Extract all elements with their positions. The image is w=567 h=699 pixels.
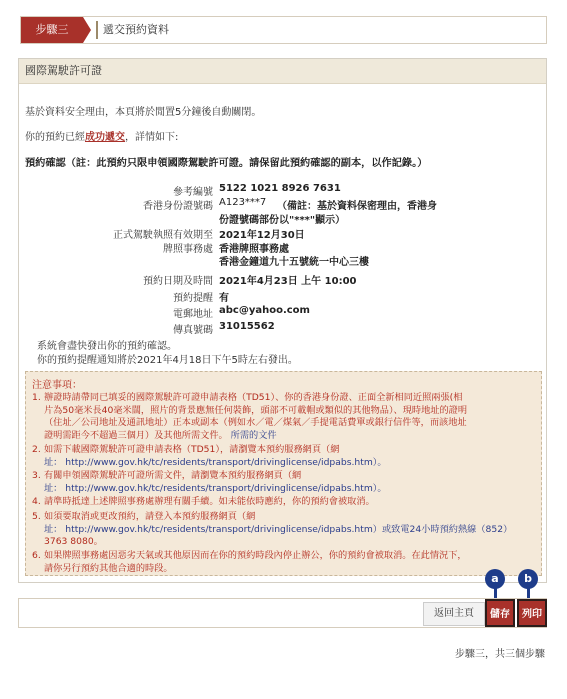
detail-label: 預約提醒	[173, 293, 213, 304]
confirmation-panel	[18, 58, 547, 583]
detail-value: 31015562	[219, 321, 275, 332]
detail-label: 預約日期及時間	[143, 276, 213, 287]
step-divider	[96, 21, 98, 39]
detail-label: 香港身份證號碼	[143, 201, 213, 212]
step-header	[20, 16, 547, 44]
note-item: 6. 如果牌照事務處因惡劣天氣或其他原因而在你的預約時段內停止辦公，你的預約會被取消。在此情況下， 請你另行預約其他合適的時段。	[32, 550, 467, 574]
note-item: 2. 如需下載國際駕駛許可證申請表格（TD51），請瀏覽本預約服務網頁（網 址： http://www.gov.hk/tc/residents/transport/drivinglicense/idpabs.htm）。	[32, 444, 532, 469]
detail-value: 香港牌照事務處	[219, 244, 289, 255]
submitted-link: 成功遞交	[85, 132, 125, 143]
detail-note: （備註：基於資料保密理由，香港身	[277, 201, 437, 212]
save-button[interactable]: 儲存	[485, 599, 515, 627]
step-progress: 步驟三，共三個步驟	[455, 649, 545, 660]
print-button[interactable]: 列印	[517, 599, 547, 627]
detail-value: 香港金鐘道九十五號統一中心三樓	[219, 257, 369, 268]
step-tag: 步驟三	[21, 17, 83, 43]
confirm-heading: 預約確認（註：此預約只限申領國際駕駛許可證。請保留此預約確認的副本，以作記錄。）	[25, 158, 428, 169]
panel-title: 國際駕駛許可證	[19, 59, 546, 84]
note-url-link[interactable]: 址： http://www.gov.hk/tc/residents/transport/drivinglicense/idpabs.htm）或致電24小時預約熱線（852）	[44, 523, 513, 535]
note-url-link[interactable]: 址： http://www.gov.hk/tc/residents/transport/drivinglicense/idpabs.htm）。	[44, 456, 387, 468]
note-item: 3. 有關申領國際駕駛許可證所需文件，請瀏覽本預約服務網頁（網 址： http://www.gov.hk/tc/residents/transport/drivinglicense/idpabs.htm）。	[32, 470, 532, 495]
annotation-marker-a: a	[485, 569, 505, 589]
detail-label: 牌照事務處	[163, 244, 213, 255]
security-note: 基於資料安全理由，本頁將於閒置5分鐘後自動關閉。	[25, 107, 262, 118]
detail-value: 5122 1021 8926 7631	[219, 183, 341, 194]
detail-value: 2021年4月23日 上午 10:00	[219, 276, 357, 287]
marker-arrow-a	[494, 588, 497, 598]
detail-value: 2021年12月30日	[219, 230, 305, 241]
detail-label: 參考編號	[173, 187, 213, 198]
submitted-prefix: 你的預約已經	[25, 132, 85, 143]
required-docs-link[interactable]: 所需的文件	[230, 429, 277, 441]
system-note: 系統會盡快發出你的預約確認。	[37, 341, 177, 352]
detail-note: 份證號碼部份以"***"顯示）	[219, 215, 346, 226]
detail-value: abc@yahoo.com	[219, 305, 310, 316]
detail-label: 電郵地址	[173, 309, 213, 320]
step-title: 遞交預約資料	[103, 23, 169, 36]
notes-box	[25, 371, 542, 576]
home-button[interactable]: 返回主頁	[423, 602, 485, 626]
detail-label: 正式駕駛執照有效期至	[113, 230, 213, 241]
marker-arrow-b	[527, 588, 530, 598]
detail-label: 傳真號碼	[173, 325, 213, 336]
action-bar	[18, 598, 547, 628]
note-item: 4. 請準時抵達上述牌照事務處辦理有關手續。如未能依時應約，你的預約會被取消。	[32, 496, 375, 507]
notes-title: 注意事項：	[32, 380, 82, 391]
reminder-note: 你的預約提醒通知將於2021年4月18日下午5時左右發出。	[37, 355, 298, 366]
note-url-link[interactable]: 址： http://www.gov.hk/tc/residents/transport/drivinglicense/idpabs.htm）。	[44, 482, 387, 494]
submitted-suffix: ，詳情如下:	[125, 132, 179, 143]
note-item: 5. 如須要取消或更改預約，請登入本預約服務網頁（網 址： http://www.gov.hk/tc/residents/transport/drivinglicense/idpabs.htm）或致電24小時預約熱線（852） 3763 8080。	[32, 511, 532, 549]
note-item: 1. 辦證時請帶同已填妥的國際駕駛許可證申請表格（TD51）、你的香港身份證、正面全新相同近照兩張(相 片為50毫米長40毫米闊，照片的背景應無任何裝飾，頭部不可載帽或類似的其他物品）、現時地址的證明 （住址／公司地址及通訊地址）正本或副本（例如水／電／煤氣／手提電話費單或銀行信件等，而該地址 證明需距今不超過三個月）及其他所需文件。 所需的文件	[32, 392, 468, 441]
submitted-line	[25, 128, 178, 143]
detail-value: 有	[219, 293, 229, 304]
detail-value: A123***7	[219, 197, 267, 208]
annotation-marker-b: b	[518, 569, 538, 589]
